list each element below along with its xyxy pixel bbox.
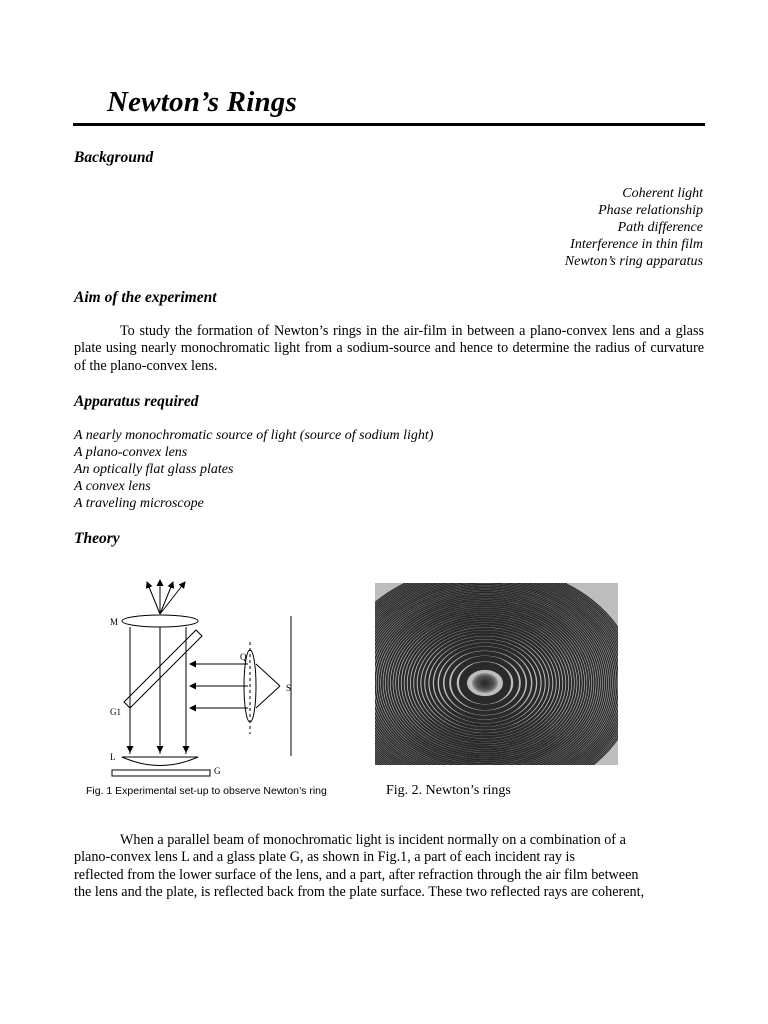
keyword-list	[565, 185, 703, 270]
aim-text: To study the formation of Newton’s rings in the air-film in between a plano-convex lens and a glass plate using nearly monochromatic light from a sodium-source and hence to determine the radius of curvature of the plano-convex lens.	[74, 323, 704, 374]
newtons-rings-image	[375, 583, 618, 765]
apparatus-item: A nearly monochromatic source of light (source of sodium light)	[74, 428, 434, 443]
theory-line-3: reflected from the lower surface of the lens, and a part, after refraction through the air film between	[74, 866, 639, 883]
page-title: Newton’s Rings	[107, 86, 297, 118]
keyword-item: Interference in thin film	[570, 237, 703, 252]
aim-heading: Aim of the experiment	[74, 289, 217, 306]
keyword-item: Phase relationship	[598, 203, 703, 218]
experimental-setup-diagram	[90, 574, 320, 784]
label-l: L	[110, 752, 116, 762]
label-s: S	[286, 683, 292, 693]
label-m: M	[110, 617, 119, 627]
label-g1: G1	[110, 707, 121, 717]
apparatus-item: A plano-convex lens	[74, 445, 188, 460]
apparatus-item: A convex lens	[74, 479, 151, 494]
label-q: Q	[240, 652, 247, 662]
label-g: G	[214, 766, 221, 776]
apparatus-item: A traveling microscope	[74, 496, 204, 511]
title-rule	[73, 123, 705, 126]
theory-line-2: plano-convex lens L and a glass plate G, as shown in Fig.1, a part of each incident ray is	[74, 849, 576, 866]
fig1-caption: Fig. 1 Experimental set-up to observe Newton’s ring	[86, 785, 327, 797]
theory-line-1: When a parallel beam of monochromatic light is incident normally on a combination of a	[120, 832, 626, 848]
aim-paragraph	[74, 323, 704, 375]
theory-heading: Theory	[74, 530, 120, 547]
background-heading: Background	[74, 149, 154, 166]
theory-line-4: the lens and the plate, is reflected back from the plate surface. These two reflected rays are coherent,	[74, 883, 645, 900]
keyword-item: Newton’s ring apparatus	[564, 254, 703, 269]
apparatus-list	[74, 427, 433, 512]
keyword-item: Coherent light	[622, 186, 703, 201]
keyword-item: Path difference	[617, 220, 703, 235]
theory-paragraph	[74, 832, 704, 901]
apparatus-item: An optically flat glass plates	[74, 462, 234, 477]
apparatus-heading: Apparatus required	[74, 393, 199, 410]
fig2-caption: Fig. 2. Newton’s rings	[386, 783, 511, 798]
